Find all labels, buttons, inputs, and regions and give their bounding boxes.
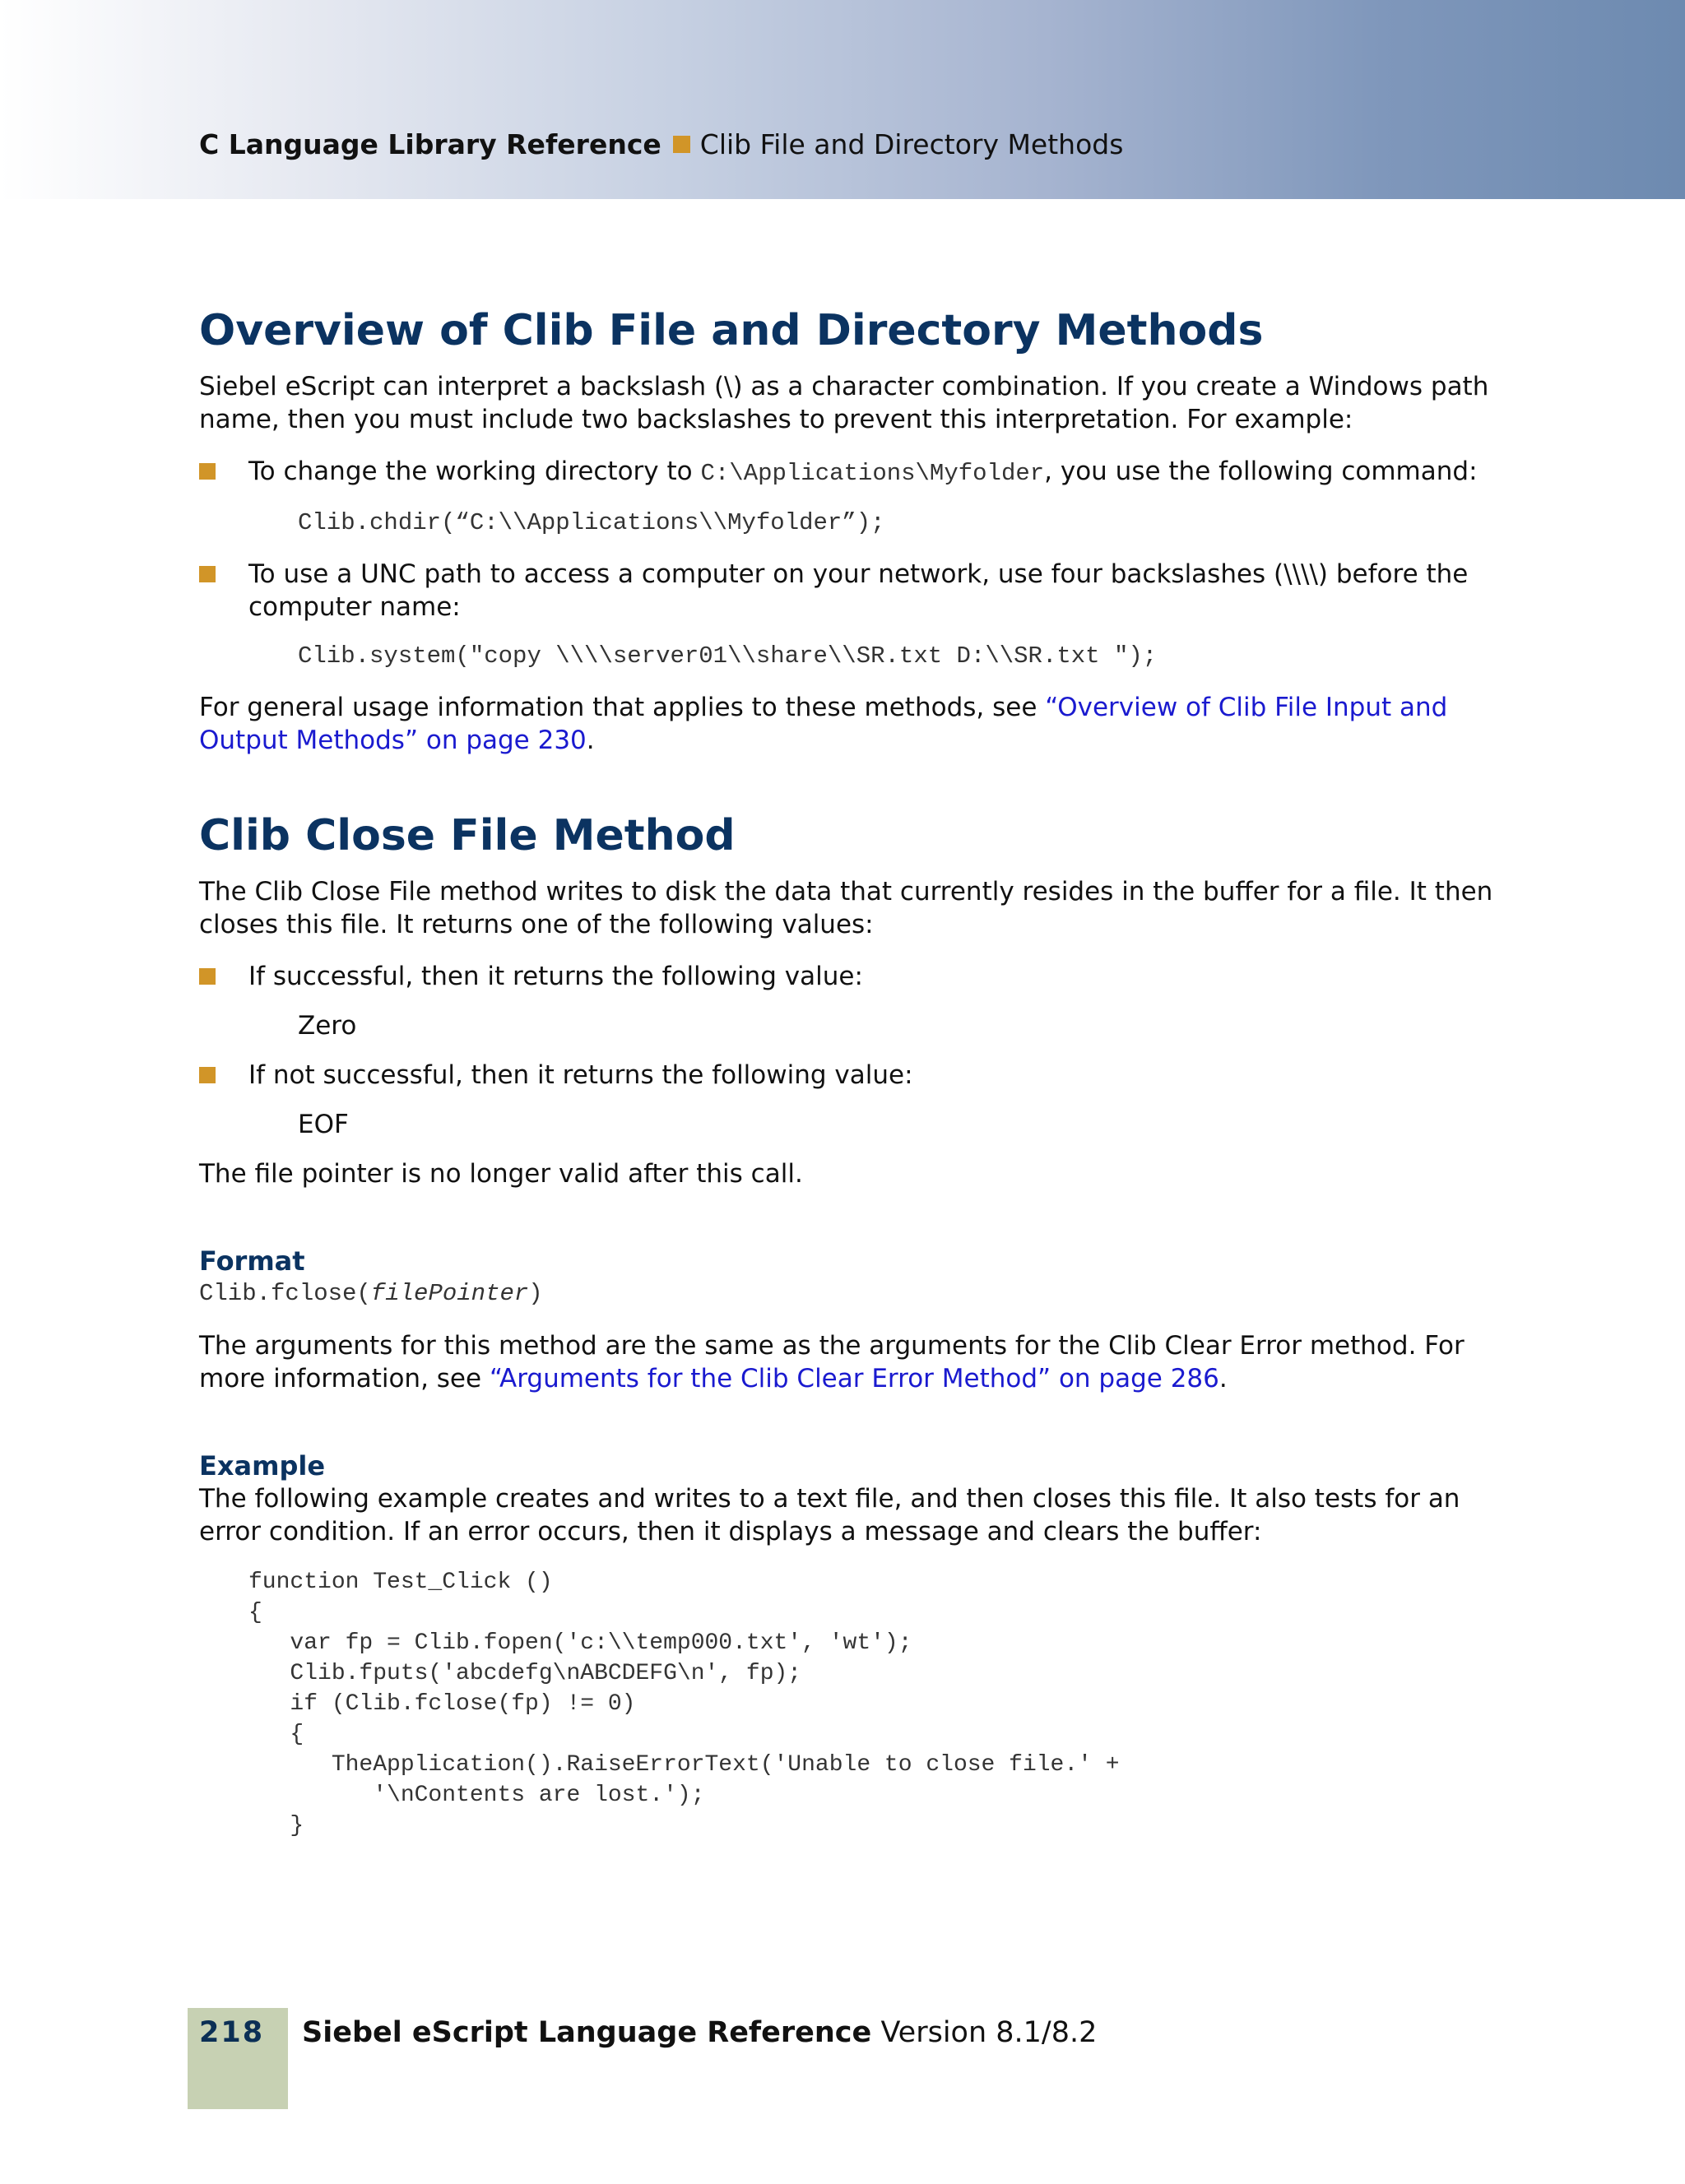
arguments-period: . [1218, 1364, 1228, 1393]
bullet-square-icon [199, 968, 216, 985]
list-item-success [199, 960, 1499, 993]
code-line: if (Clib.fclose(fp) != 0) [248, 1691, 636, 1717]
list-item-failure [199, 1059, 1499, 1092]
code-line: function Test_Click () [248, 1570, 553, 1595]
bullet-text-post: , you use the following command: [1044, 457, 1478, 486]
format-method-name: Clib.fclose( [199, 1280, 371, 1307]
format-close-paren: ) [528, 1280, 543, 1307]
header-band [0, 0, 1685, 199]
file-pointer-note: The file pointer is no longer valid after this call. [199, 1159, 803, 1189]
bullet-square-icon [199, 463, 216, 480]
bullet-text: If not successful, then it returns the following value: [248, 1060, 913, 1090]
page-number: 218 [199, 2016, 265, 2049]
return-value-zero: Zero [298, 1011, 357, 1041]
general-usage-paragraph [199, 691, 1499, 757]
bullet-square-icon [199, 566, 216, 582]
close-file-intro: The Clib Close File method writes to disk the data that currently resides in the buffer for a file. It then closes this file. It returns one of the following values: [199, 877, 1493, 939]
bullet-text: If successful, then it returns the following value: [248, 962, 863, 991]
code-line: Clib.fputs('abcdefg\nABCDEFG\n', fp); [248, 1661, 802, 1686]
example-intro: The following example creates and writes to a text file, and then closes this file. It also tests for an error condition. If an error occurs, then it displays a message and clears the buffer: [199, 1484, 1460, 1546]
arguments-text: The arguments for this method are the same as the arguments for the Clib Clear Error method. For more information, see [199, 1331, 1465, 1393]
code-example-system: Clib.system("copy \\\\server01\\share\\SR.txt D:\\SR.txt "); [298, 642, 1158, 670]
code-example-chdir: Clib.chdir(“C:\\Applications\\Myfolder”); [298, 509, 885, 536]
footer-book-name: Siebel eScript Language Reference [302, 2016, 872, 2049]
page-content [199, 304, 1499, 1841]
code-line: var fp = Clib.fopen('c:\\temp000.txt', 'wt'); [248, 1630, 912, 1656]
code-line: } [248, 1813, 304, 1839]
bullet-text-pre: To change the working directory to [248, 457, 701, 486]
list-item-unc [199, 558, 1499, 624]
code-line: TheApplication().RaiseErrorText('Unable to close file.' + [248, 1752, 1120, 1778]
breadcrumb [199, 128, 1123, 161]
breadcrumb-chapter: Clib File and Directory Methods [699, 128, 1124, 160]
code-example-block [248, 1567, 1499, 1841]
code-line: '\nContents are lost.'); [248, 1783, 705, 1808]
section-title-close-file: Clib Close File Method [199, 811, 736, 860]
format-argument: filePointer [370, 1280, 529, 1307]
list-item-chdir [199, 455, 1499, 490]
return-value-eof: EOF [298, 1110, 349, 1139]
bullet-text: To use a UNC path to access a computer on your network, use four backslashes (\\\\) before the computer name: [248, 559, 1469, 622]
link-overview-input-output[interactable]: “Overview of Clib File Input and Output Methods” on page 230 [199, 693, 1448, 755]
example-heading: Example [199, 1450, 326, 1482]
arguments-paragraph [199, 1329, 1499, 1395]
footer-version: Version 8.1/8.2 [880, 2016, 1098, 2049]
inline-code-path: C:\Applications\Myfolder [700, 460, 1045, 487]
general-usage-text: For general usage information that applies to these methods, see [199, 693, 1046, 722]
format-signature [199, 1277, 1499, 1310]
overview-intro: Siebel eScript can interpret a backslash (\) as a character combination. If you create a Windows path name, then you must include two backslashes to prevent this interpretation. For example: [199, 372, 1489, 434]
breadcrumb-book: C Language Library Reference [199, 128, 661, 160]
breadcrumb-separator-icon [673, 136, 690, 153]
footer-book-title [302, 2015, 1097, 2050]
format-heading: Format [199, 1245, 305, 1277]
bullet-square-icon [199, 1067, 216, 1083]
code-line: { [248, 1722, 304, 1747]
general-usage-period: . [586, 726, 595, 755]
link-clear-error-arguments[interactable]: “Arguments for the Clib Clear Error Method” on page 286 [489, 1364, 1219, 1393]
code-line: { [248, 1600, 262, 1625]
section-title-overview: Overview of Clib File and Directory Methods [199, 306, 1264, 355]
